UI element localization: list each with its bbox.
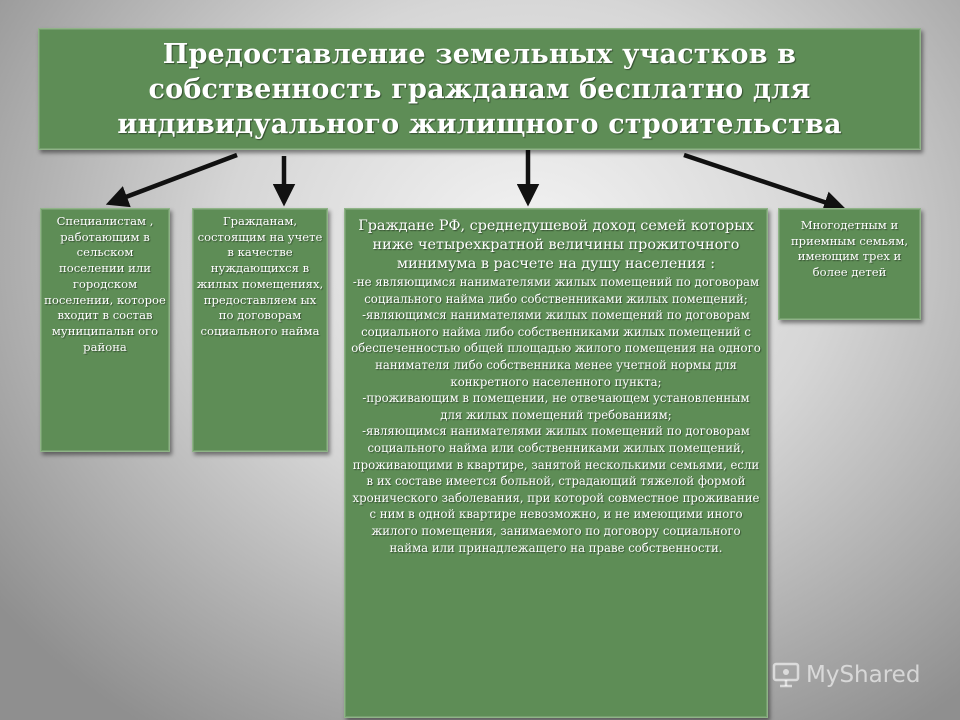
- specialists-text: Специалистам , работающим в сельском поселении или городском поселении, которое входит в состав муниципальн ого района: [44, 214, 166, 354]
- main-criteria-item: -являющимся нанимателями жилых помещений по договорам социального найма либо собственниками жилых помещений с обеспеченностью общей площадью жилого помещения на одного нанимателя либо собственника менее учетной нормы для конкретного населенного пункта;: [351, 308, 761, 389]
- specialists-box: [40, 208, 170, 452]
- large-families-text: Многодетным и приемным семьям, имеющим трех и более детей: [790, 218, 909, 280]
- main-criteria-box: [344, 208, 768, 718]
- title-box: [38, 28, 921, 150]
- main-criteria-item: -являющимся нанимателями жилых помещений по договорам социального найма или собственниками жилых помещений, проживающими в квартире, занятой несколькими семьями, если в их составе имеется больной, страдающий тяжелой формой хронического заболевания, при которой совместное проживание с ним в одной квартире невозможно, и не имеющими иного жилого помещения, занимаемого по договору социального найма или принадлежащего на праве собственности.: [352, 424, 760, 555]
- watermark: [772, 658, 920, 692]
- arrow-to-large-families: [684, 155, 842, 208]
- watermark-text: MyShared: [806, 662, 921, 688]
- citizens-queue-box: [192, 208, 328, 452]
- main-criteria-heading: Граждане РФ, среднедушевой доход семей которых ниже четырехкратной величины прожиточного минимума в расчете на душу населения :: [358, 218, 754, 272]
- arrow-to-specialists: [110, 155, 237, 203]
- main-criteria-item: -не являющимся нанимателями жилых помещений по договорам социального найма либо собственниками жилых помещений;: [352, 275, 760, 306]
- main-criteria-item: -проживающим в помещении, не отвечающем установленным для жилых помещений требованиям;: [362, 391, 750, 422]
- presentation-board-icon: [772, 662, 800, 688]
- diagram-title: Предоставление земельных участков в собственность гражданам бесплатно для индивидуального жилищного строительства: [117, 38, 842, 140]
- citizens-queue-text: Гражданам, состоящим на учете в качестве нуждающихся в жилых помещениях, предоставляем ых по договорам социального найма: [196, 214, 324, 338]
- large-families-box: [778, 208, 921, 320]
